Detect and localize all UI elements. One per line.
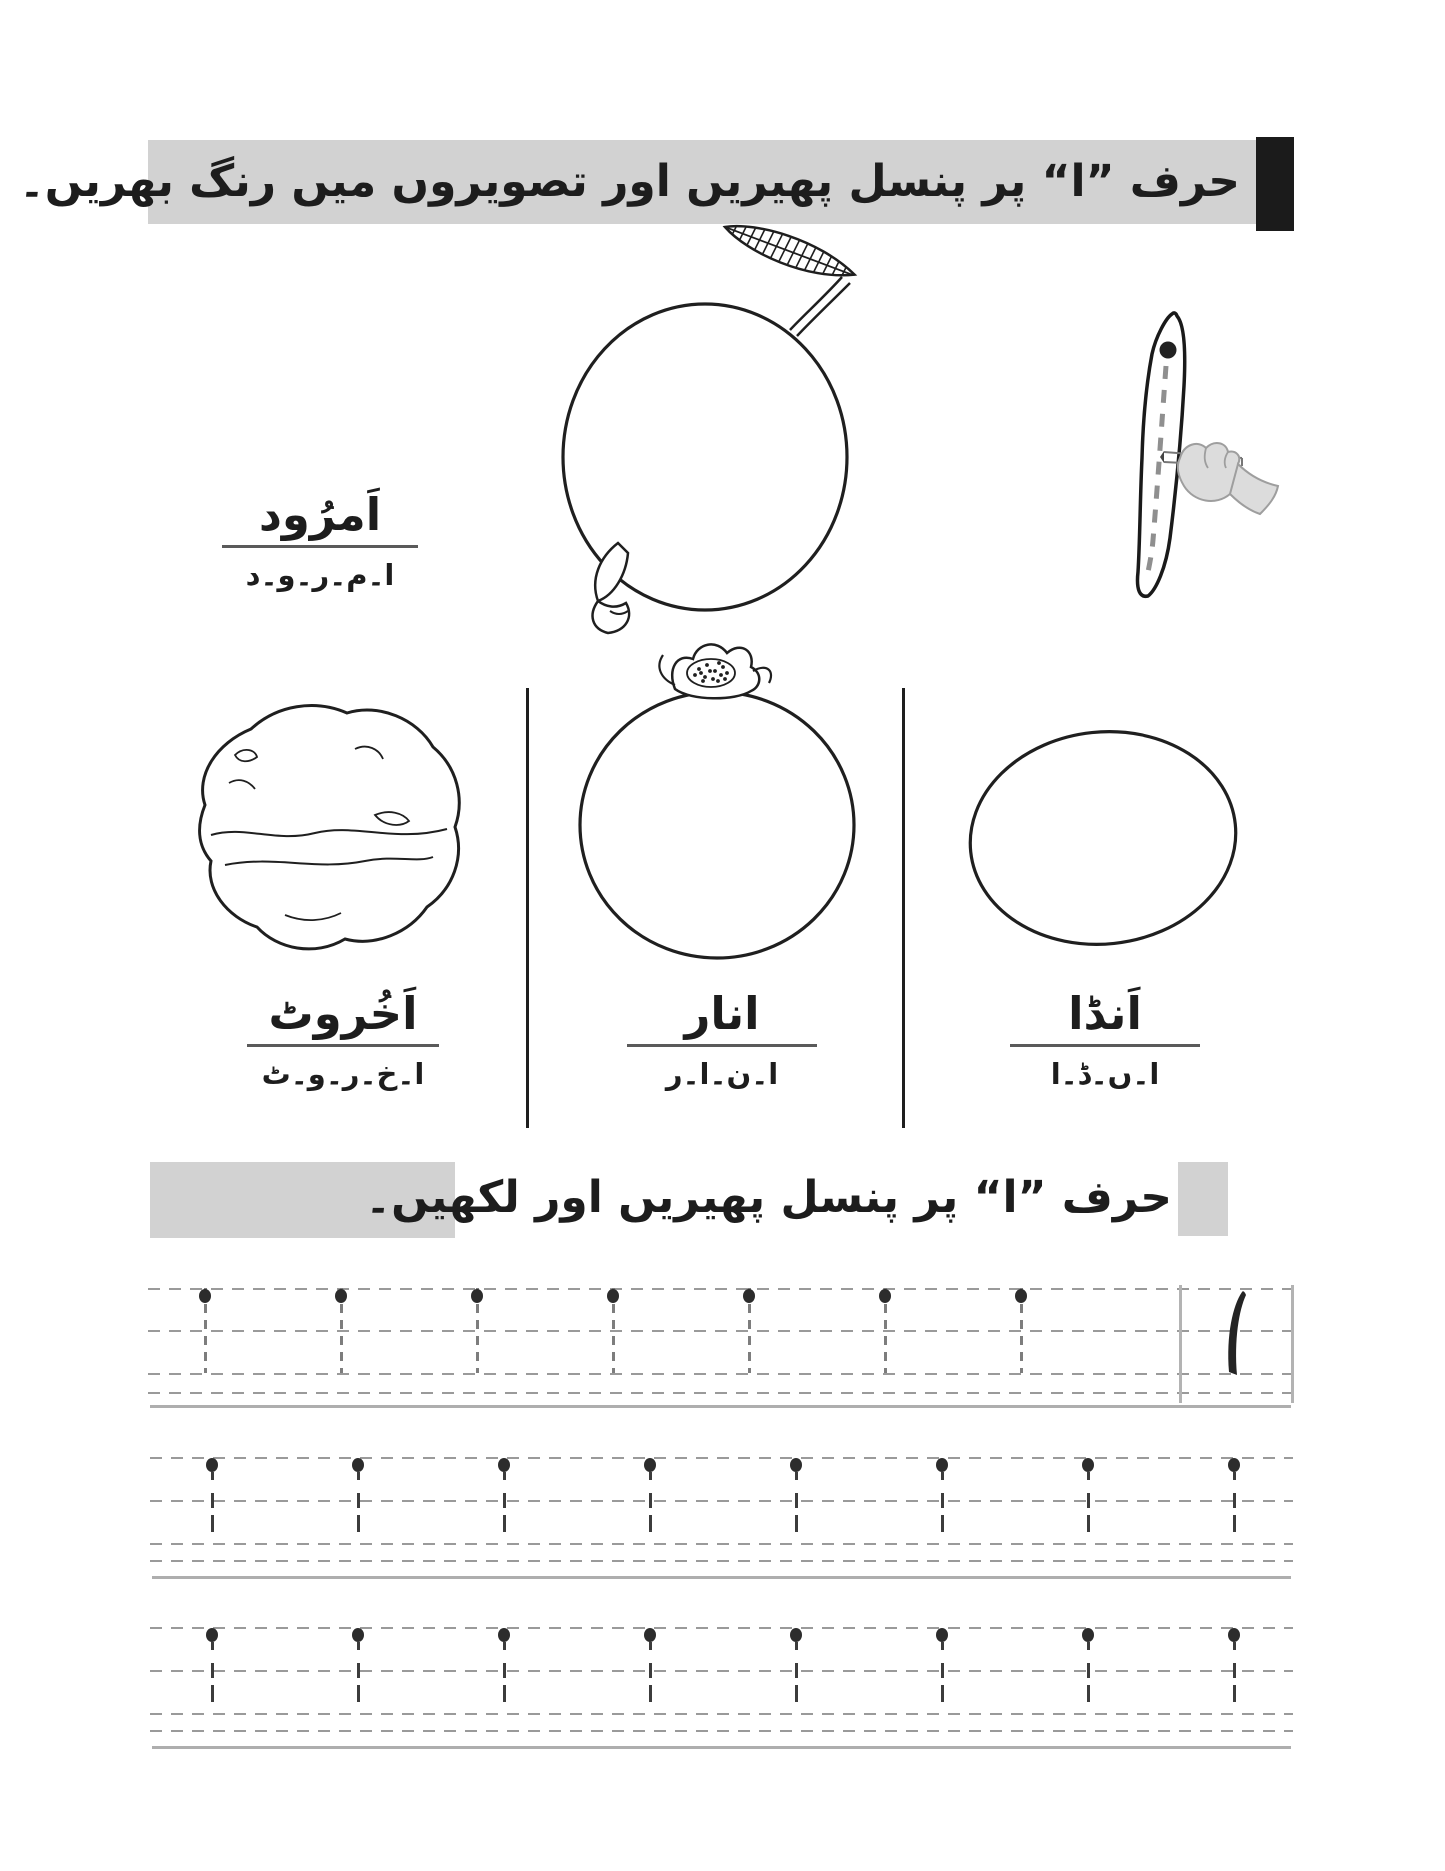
alif-hint-mid-dash — [649, 1515, 652, 1532]
alif-hint-mid-dash — [503, 1515, 506, 1532]
alif-outline — [1137, 313, 1184, 596]
ruled-line-dashed — [150, 1627, 1293, 1629]
alif-hint-dot — [936, 1458, 948, 1472]
trace-start-dot — [743, 1289, 755, 1303]
alif-hint-tick — [503, 1493, 506, 1508]
trace-start-dot — [335, 1289, 347, 1303]
alif-hint-dot — [352, 1458, 364, 1472]
vocab-label-guava — [222, 455, 418, 592]
vocab-underline — [1010, 1044, 1200, 1047]
trace-start-dot — [607, 1289, 619, 1303]
alif-hint-tail — [211, 1472, 214, 1480]
ruled-line-dashed — [150, 1560, 1293, 1562]
ruled-line-dashed — [150, 1457, 1293, 1459]
vocab-spelling: ا۔خ۔ر۔و۔ٹ — [261, 1057, 425, 1091]
alif-hint-mid-dash — [211, 1515, 214, 1532]
vocab-label-walnut — [247, 948, 439, 1091]
bottom-instruction-text: حرف ”ا“ پر پنسل پھیریں اور لکھیں۔ — [365, 1172, 1172, 1223]
alif-hint-mid-dash — [795, 1685, 798, 1702]
vocab-underline — [627, 1044, 817, 1047]
vocab-underline — [222, 545, 418, 548]
alif-hint-tail — [941, 1642, 944, 1650]
ruled-line-dashed — [148, 1373, 1293, 1375]
corner-black-block — [1256, 137, 1294, 231]
guava-leaf — [718, 206, 862, 295]
model-letter-cell-border — [1291, 1285, 1294, 1403]
bottom-bar-right-block — [1178, 1162, 1228, 1236]
alif-hint-tick — [941, 1663, 944, 1678]
alif-hint-tail — [1087, 1642, 1090, 1650]
vocab-spelling: ا۔ں۔ڈ۔ا — [1050, 1057, 1160, 1091]
trace-start-dot — [471, 1289, 483, 1303]
vocab-word: اَخُروٹ — [268, 987, 418, 1040]
alif-hint-mid-dash — [1233, 1515, 1236, 1532]
top-instruction-text: حرف ”ا“ پر پنسل پھیریں اور تصویروں میں رنگ بھریں۔ — [19, 156, 1240, 207]
alif-tracing-figure — [1080, 290, 1300, 620]
panel-divider-left — [526, 688, 529, 1128]
trace-start-dot — [1015, 1289, 1027, 1303]
vocab-spelling: ا۔م۔ر۔و۔د — [245, 558, 395, 592]
alif-hint-tail — [1087, 1472, 1090, 1480]
alif-hint-mid-dash — [1087, 1685, 1090, 1702]
alif-hint-mid-dash — [795, 1515, 798, 1532]
alif-hint-tick — [649, 1663, 652, 1678]
alif-hint-mid-dash — [211, 1685, 214, 1702]
alif-hint-dot — [790, 1458, 802, 1472]
alif-hint-tail — [649, 1472, 652, 1480]
alif-hint-dot — [644, 1628, 656, 1642]
alif-hint-mid-dash — [649, 1685, 652, 1702]
alif-hint-tail — [357, 1472, 360, 1480]
alif-hint-tick — [1087, 1663, 1090, 1678]
vocab-underline — [247, 1044, 439, 1047]
alif-hint-tick — [1087, 1493, 1090, 1508]
alif-hint-dot — [936, 1628, 948, 1642]
vocab-spelling: ا۔ن۔ا۔ر — [665, 1057, 779, 1091]
alif-hint-dot — [352, 1628, 364, 1642]
ruled-line-dashed — [150, 1730, 1293, 1732]
alif-hint-tick — [211, 1663, 214, 1678]
alif-hint-tail — [503, 1642, 506, 1650]
vocab-word: انار — [684, 987, 760, 1040]
alif-hint-tick — [357, 1663, 360, 1678]
alif-hint-dot — [498, 1628, 510, 1642]
alif-hint-mid-dash — [941, 1515, 944, 1532]
ruled-line-solid — [150, 1405, 1291, 1408]
alif-hint-tick — [649, 1493, 652, 1508]
alif-hint-tick — [1233, 1663, 1236, 1678]
ruled-line-solid — [152, 1746, 1291, 1749]
alif-hint-dot — [1228, 1458, 1240, 1472]
trace-start-dot — [879, 1289, 891, 1303]
alif-hint-dot — [790, 1628, 802, 1642]
trace-start-dot — [199, 1289, 211, 1303]
ruled-line-dashed — [150, 1713, 1293, 1715]
alif-hint-dot — [644, 1458, 656, 1472]
alif-hint-tail — [357, 1642, 360, 1650]
ruled-line-dashed — [150, 1543, 1293, 1545]
alif-hint-dot — [1082, 1458, 1094, 1472]
alif-hint-mid-dash — [941, 1685, 944, 1702]
vocab-word: اَمرُود — [258, 488, 382, 541]
model-letter-alif — [1179, 1285, 1291, 1403]
ruled-line-dashed — [150, 1500, 1293, 1502]
vocab-label-pomegranate — [627, 966, 817, 1091]
ruled-line-dashed — [150, 1670, 1293, 1672]
alif-hint-tail — [941, 1472, 944, 1480]
alif-hint-tick — [503, 1663, 506, 1678]
alif-hint-tick — [795, 1663, 798, 1678]
alif-hint-tail — [211, 1642, 214, 1650]
alif-hint-tail — [1233, 1642, 1236, 1650]
vocab-word: اَنڈا — [1068, 987, 1142, 1040]
alif-hint-tick — [795, 1493, 798, 1508]
vocab-label-egg — [1010, 960, 1200, 1091]
trace-start-dot — [1160, 342, 1177, 359]
alif-hint-dot — [206, 1458, 218, 1472]
alif-hint-tail — [795, 1642, 798, 1650]
alif-hint-dot — [1082, 1628, 1094, 1642]
alif-hint-tick — [941, 1493, 944, 1508]
alif-hint-dot — [206, 1628, 218, 1642]
ruled-line-dashed — [148, 1330, 1293, 1332]
alif-hint-mid-dash — [357, 1685, 360, 1702]
alif-hint-mid-dash — [1087, 1515, 1090, 1532]
pomegranate-illustration — [555, 625, 885, 975]
ruled-line-solid — [152, 1576, 1291, 1579]
alif-hint-tail — [503, 1472, 506, 1480]
panel-divider-right — [902, 688, 905, 1128]
guava-illustration — [540, 195, 880, 635]
egg-illustration — [955, 710, 1255, 970]
alif-hint-tail — [795, 1472, 798, 1480]
alif-hint-mid-dash — [1233, 1685, 1236, 1702]
alif-hint-tick — [357, 1493, 360, 1508]
alif-hint-mid-dash — [357, 1515, 360, 1532]
alif-hint-tick — [211, 1493, 214, 1508]
alif-hint-dot — [1228, 1628, 1240, 1642]
alif-hint-dot — [498, 1458, 510, 1472]
alif-hint-tail — [649, 1642, 652, 1650]
alif-hint-mid-dash — [503, 1685, 506, 1702]
alif-hint-tick — [1233, 1493, 1236, 1508]
ruled-line-dashed — [148, 1392, 1293, 1394]
ruled-line-dashed — [148, 1288, 1293, 1290]
alif-hint-tail — [1233, 1472, 1236, 1480]
